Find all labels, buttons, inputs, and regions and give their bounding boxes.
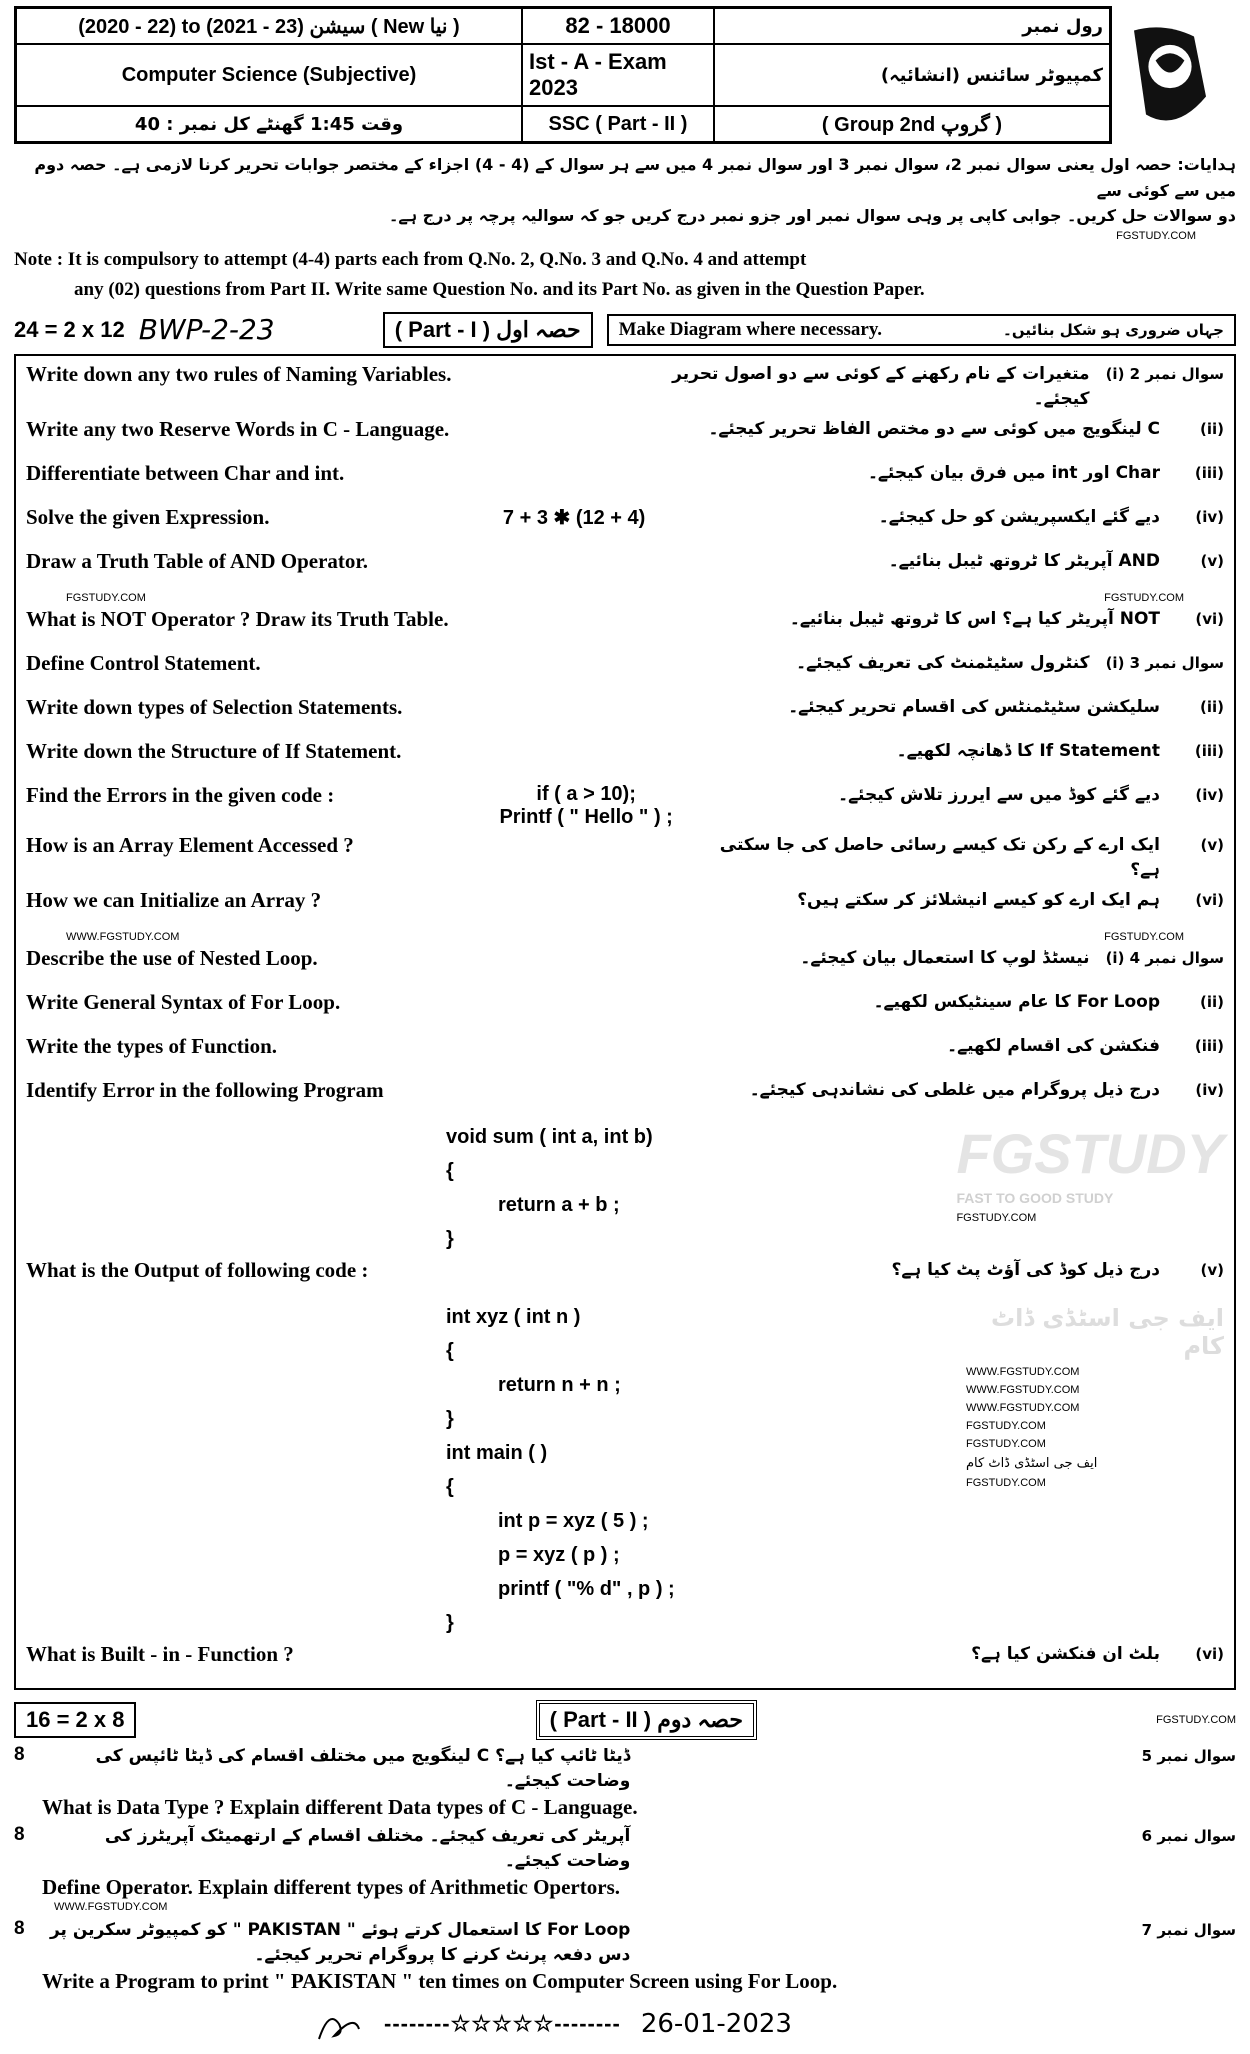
handwritten-date: 26-01-2023 <box>640 2008 792 2039</box>
watermark-row <box>14 1900 1236 1914</box>
question-text: What is the Output of following code : <box>26 1257 369 1282</box>
time-and-marks: وقت 1:45 گھنٹے کل نمبر : 40 <box>16 106 522 142</box>
roll-number-value: 82 - 18000 <box>522 8 714 44</box>
subject-title: Computer Science (Subjective) <box>16 44 522 106</box>
watermark-row <box>26 591 1224 605</box>
code-line: void sum ( int a, int b) <box>446 1125 653 1148</box>
question-text: Define Control Statement. <box>26 650 261 675</box>
code-line: } <box>446 1227 454 1250</box>
question-row <box>26 737 1224 781</box>
watermark: FGSTUDY.COM <box>966 1419 1046 1432</box>
part2-question <box>14 1918 1236 1994</box>
question-code-area <box>350 783 822 829</box>
question-text: Find the Errors in the given code : <box>26 782 335 807</box>
end-stars: --------☆☆☆☆☆-------- <box>384 2010 621 2036</box>
level-label: SSC ( Part - II ) <box>522 106 714 142</box>
part2-question-top <box>14 1744 1236 1795</box>
question-text: What is Data Type ? Explain different Data types of C - Language. <box>42 1794 638 1819</box>
part1-marks: 24 = 2 x 12 <box>14 316 125 342</box>
signature-icon <box>314 2004 364 2044</box>
question-number: سوال نمبر 6 <box>1141 1826 1237 1845</box>
instructions-urdu-1: ہدایات: حصہ اول یعنی سوال نمبر 2، سوال نمبر 3 اور سوال نمبر 4 میں سے ہر سوال کے (4 - 4) اجزاء کے مختصر جوابات تحریر کرنا لازمی ہے۔ حصہ دوم میں سے کوئی سے <box>34 155 1236 200</box>
question-text: Differentiate between Char and int. <box>26 460 345 485</box>
question-code: Printf ( " Hello " ) ; <box>499 805 673 828</box>
question-row <box>26 649 1224 693</box>
watermark: FGSTUDY.COM <box>1104 930 1184 943</box>
question-text: What is NOT Operator ? Draw its Truth Table. <box>26 606 449 631</box>
question-urdu: نیسٹڈ لوپ کا استعمال بیان کیجئے۔ <box>800 947 1090 968</box>
handwritten-code: BWP-2-23 <box>138 313 275 347</box>
question-text: Describe the use of Nested Loop. <box>26 945 318 970</box>
question-row <box>26 781 1224 831</box>
header <box>14 6 1236 144</box>
question-row <box>26 1032 1224 1076</box>
question-number: (iv) <box>1195 1080 1224 1099</box>
subject-urdu: کمپیوٹر سائنس (انشائیہ) <box>714 44 1110 106</box>
question-number: (iii) <box>1194 741 1224 760</box>
question-row <box>26 547 1224 591</box>
question-row <box>26 1640 1224 1684</box>
question-urdu: ڈیٹا ٹائپ کیا ہے؟ C لینگویج میں مختلف اقسام کی ڈیٹا ٹائپس کی وضاحت کیجئے۔ <box>95 1745 631 1792</box>
code-line: int main ( ) <box>446 1441 548 1464</box>
part1-title: ( Part - I ) حصہ اول <box>383 312 593 348</box>
code-listing <box>26 1120 956 1256</box>
watermark: FAST TO GOOD STUDY <box>956 1189 1114 1206</box>
code-block <box>26 1120 1224 1256</box>
watermark-column <box>966 1300 1224 1489</box>
question-row <box>26 605 1224 649</box>
part1-questions <box>14 354 1236 1690</box>
watermark: FGSTUDY.COM <box>966 1476 1046 1489</box>
group-label: ( Group 2nd گروپ ) <box>714 106 1110 142</box>
question-marks: 8 <box>14 1917 25 1939</box>
question-text: Write the types of Function. <box>26 1033 278 1058</box>
question-text: Write General Syntax of For Loop. <box>26 989 341 1014</box>
code-line: { <box>446 1475 454 1498</box>
code-line: return n + n ; <box>498 1373 621 1396</box>
part2-question-top <box>14 1918 1236 1969</box>
question-code: 7 + 3 ✱ (12 + 4) <box>502 506 646 529</box>
watermark-column <box>956 1120 1224 1224</box>
question-urdu: C لینگویج میں کوئی سے دو مختص الفاظ تحریر کیجئے۔ <box>708 418 1160 439</box>
question-number: (vi) <box>1195 890 1224 909</box>
code-listing <box>26 1300 966 1640</box>
question-marks: 8 <box>14 1823 25 1845</box>
question-number: سوال نمبر 3 (i) <box>1105 653 1224 672</box>
question-code-area <box>285 505 862 530</box>
part2-questions <box>14 1744 1236 1994</box>
code-line: { <box>446 1339 454 1362</box>
question-text: Write down any two rules of Naming Variables. <box>26 361 452 386</box>
question-urdu: Char اور int میں فرق بیان کیجئے۔ <box>867 462 1160 483</box>
watermark: FGSTUDY.COM <box>1156 1713 1236 1726</box>
question-urdu: درج ذیل کوڈ کی آؤٹ پٹ کیا ہے؟ <box>891 1259 1160 1280</box>
note-line-1: Note : It is compulsory to attempt (4-4) parts each from Q.No. 2, Q.No. 3 and Q.No. 4 and attempt <box>14 248 807 270</box>
board-logo <box>1112 6 1222 144</box>
watermark: FGSTUDY.COM <box>66 591 146 604</box>
question-urdu: دیے گئے ایکسپریشن کو حل کیجئے۔ <box>878 506 1160 527</box>
question-text: Write down the Structure of If Statement. <box>26 738 402 763</box>
question-text: What is Built - in - Function ? <box>26 1641 294 1666</box>
question-text: Write a Program to print " PAKISTAN " ten times on Computer Screen using For Loop. <box>42 1968 838 1993</box>
question-number: (iii) <box>1194 1036 1224 1055</box>
header-table <box>14 6 1112 144</box>
watermark: WWW.FGSTUDY.COM <box>966 1401 1080 1414</box>
part2-question <box>14 1824 1236 1900</box>
question-text: Solve the given Expression. <box>26 504 270 529</box>
question-text: Write any two Reserve Words in C - Language. <box>26 416 450 441</box>
watermark: FGSTUDY.COM <box>1116 229 1196 242</box>
note-line-2: any (02) questions from Part II. Write same Question No. and its Part No. as given in the Question Paper. <box>74 279 925 301</box>
question-text: Write down types of Selection Statements. <box>26 694 403 719</box>
question-number: سوال نمبر 7 <box>1141 1920 1237 1939</box>
question-urdu: For Loop کا عام سینٹیکس لکھیے۔ <box>873 991 1160 1012</box>
question-text: Draw a Truth Table of AND Operator. <box>26 548 369 573</box>
question-urdu: فنکشن کی اقسام لکھیے۔ <box>947 1035 1160 1056</box>
question-number: (vi) <box>1195 609 1224 628</box>
question-row <box>26 693 1224 737</box>
question-row <box>26 886 1224 930</box>
part2-question-top <box>14 1824 1236 1875</box>
question-urdu: For Loop کا استعمال کرتے ہوئے " PAKISTAN " کو کمپیوٹر سکرین پر دس دفعہ پرنٹ کرنے کا پروگرام تحریر کیجئے۔ <box>49 1919 631 1966</box>
question-row <box>26 503 1224 547</box>
question-number: (iii) <box>1194 463 1224 482</box>
watermark: WWW.FGSTUDY.COM <box>66 930 180 943</box>
instructions-urdu-2: دو سوالات حل کریں۔ جوابی کاپی پر وہی سوال نمبر اور جزو نمبر درج کریں جو کہ سوالیہ پرچہ پر درج ہے۔ <box>388 206 1236 226</box>
question-urdu: NOT آپریٹر کیا ہے؟ اس کا ٹروتھ ٹیبل بنائیے۔ <box>789 608 1160 629</box>
question-text: How we can Initialize an Array ? <box>26 887 322 912</box>
question-row <box>26 988 1224 1032</box>
watermark-row <box>26 930 1224 944</box>
code-line: return a + b ; <box>498 1193 620 1216</box>
question-text: Identify Error in the following Program <box>26 1077 384 1102</box>
question-urdu: دیے گئے کوڈ میں سے ایررز تلاش کیجئے۔ <box>838 784 1160 805</box>
question-row <box>26 459 1224 503</box>
question-code: if ( a > 10); <box>536 782 636 805</box>
watermark: FGSTUDY.COM <box>1104 591 1184 604</box>
part2-header <box>14 1700 1236 1740</box>
question-number: (iv) <box>1195 785 1224 804</box>
question-number: سوال نمبر 4 (i) <box>1105 948 1224 967</box>
instructions <box>14 152 1236 304</box>
question-row <box>26 1076 1224 1120</box>
question-urdu: سلیکشن سٹیٹمنٹس کی اقسام تحریر کیجئے۔ <box>788 696 1160 717</box>
code-block <box>26 1300 1224 1640</box>
question-urdu: درج ذیل پروگرام میں غلطی کی نشاندہی کیجئے۔ <box>749 1079 1160 1100</box>
diagram-note-urdu: جہاں ضروری ہو شکل بنائیں۔ <box>1003 320 1224 339</box>
part2-marks: 16 = 2 x 8 <box>14 1702 136 1738</box>
watermark: WWW.FGSTUDY.COM <box>966 1383 1080 1396</box>
code-line: int xyz ( int n ) <box>446 1305 581 1328</box>
board-seal-icon <box>1122 23 1212 128</box>
question-urdu: ایک ارے کے رکن تک کیسے رسائی حاصل کی جا سکتی ہے؟ <box>719 834 1160 881</box>
session-cell: (2020 - 22) to (2021 - 23) سیشن ( New نیا ) <box>16 8 522 44</box>
code-line: { <box>446 1159 454 1182</box>
watermark: FGSTUDY.COM <box>956 1211 1037 1224</box>
part1-header <box>14 312 1236 348</box>
question-urdu: If Statement کا ڈھانچہ لکھیے۔ <box>896 740 1160 761</box>
question-urdu: آپریٹر کی تعریف کیجئے۔ مختلف اقسام کے ارتھمیٹک آپریٹرز کی وضاحت کیجئے۔ <box>104 1825 631 1872</box>
code-line: p = xyz ( p ) ; <box>498 1543 620 1566</box>
question-urdu: کنٹرول سٹیٹمنٹ کی تعریف کیجئے۔ <box>796 652 1090 673</box>
question-urdu: ہم ایک ارے کو کیسے انیشلائز کر سکتے ہیں؟ <box>797 889 1160 910</box>
watermark: WWW.FGSTUDY.COM <box>54 1900 168 1913</box>
question-urdu: متغیرات کے نام رکھنے کے کوئی سے دو اصول تحریر کیجئے۔ <box>672 363 1090 410</box>
question-number: (v) <box>1200 1260 1224 1279</box>
part2-title: ( Part - II ) حصہ دوم <box>536 1700 757 1740</box>
code-line: } <box>446 1407 454 1430</box>
question-number: (ii) <box>1199 419 1224 438</box>
question-row <box>26 1256 1224 1300</box>
question-urdu: بلٹ ان فنکشن کیا ہے؟ <box>971 1643 1160 1664</box>
question-text: How is an Array Element Accessed ? <box>26 832 354 857</box>
watermark: ایف جی اسٹڈی ڈاٹ کام <box>966 1455 1098 1471</box>
question-text: Define Operator. Explain different types of Arithmetic Opertors. <box>42 1874 620 1899</box>
question-row <box>26 944 1224 988</box>
question-number: (iv) <box>1195 507 1224 526</box>
question-number: سوال نمبر 2 (i) <box>1105 364 1224 383</box>
question-marks: 8 <box>14 1743 25 1765</box>
question-number: (v) <box>1200 551 1224 570</box>
part2-question <box>14 1744 1236 1820</box>
footer <box>14 2004 1236 2044</box>
question-row <box>26 415 1224 459</box>
watermark: ایف جی اسٹڈی ڈاٹ کام <box>991 1303 1224 1360</box>
watermark: FGSTUDY <box>956 1121 1224 1185</box>
roll-number-label: رول نمبر <box>714 8 1110 44</box>
diagram-note: Make Diagram where necessary. <box>618 318 883 340</box>
code-line: printf ( "% d" , p ) ; <box>498 1577 675 1600</box>
question-row <box>26 360 1224 415</box>
question-urdu: AND آپریٹر کا ٹروتھ ٹیبل بنائیے۔ <box>888 550 1160 571</box>
question-number: (v) <box>1200 835 1224 854</box>
watermark: WWW.FGSTUDY.COM <box>966 1365 1080 1378</box>
code-line: } <box>446 1611 454 1634</box>
question-number: سوال نمبر 5 <box>1141 1746 1237 1765</box>
question-row <box>26 831 1224 886</box>
diagram-note-box <box>607 314 1236 346</box>
watermark: FGSTUDY.COM <box>966 1437 1046 1450</box>
question-number: (ii) <box>1199 992 1224 1011</box>
question-number: (vi) <box>1195 1644 1224 1663</box>
code-line: int p = xyz ( 5 ) ; <box>498 1509 649 1532</box>
question-number: (ii) <box>1199 697 1224 716</box>
exam-title: Ist - A - Exam 2023 <box>522 44 714 106</box>
